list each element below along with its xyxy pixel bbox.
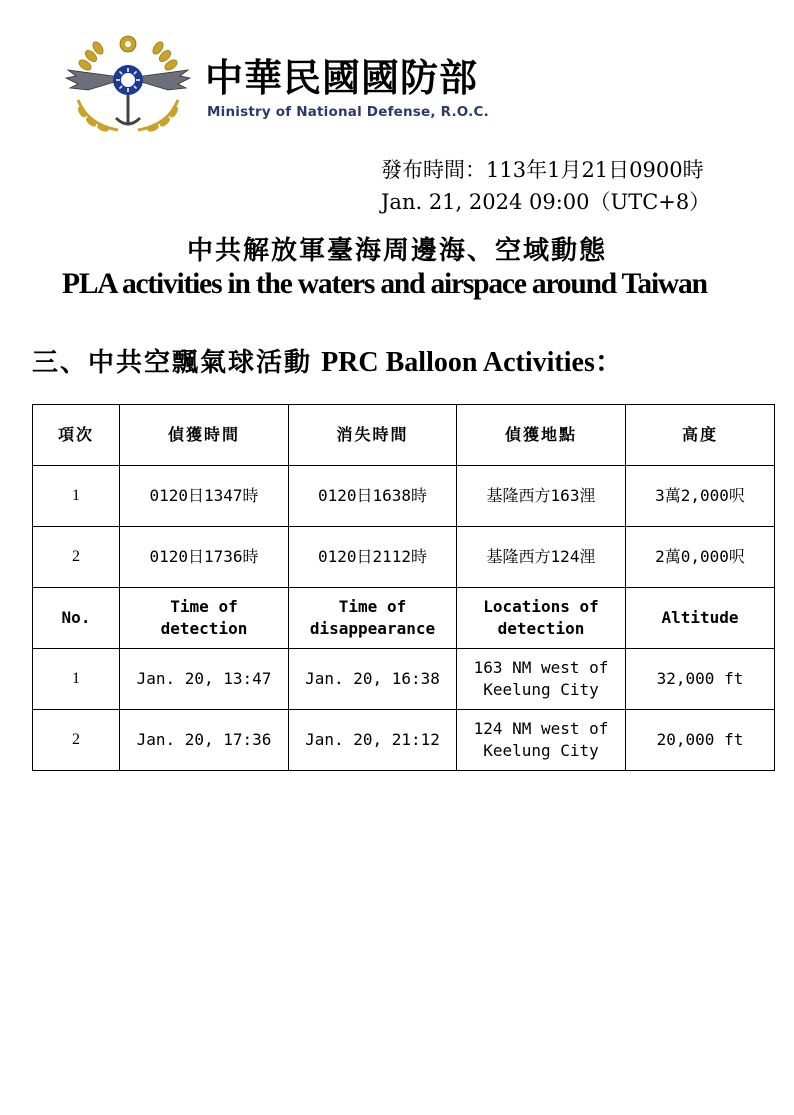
table-cell: 20,000 ft <box>626 710 775 771</box>
table-row <box>33 649 775 710</box>
section-heading-cn: 三、中共空飄氣球活動 <box>32 348 313 378</box>
header-cell: Time of disappearance <box>289 588 457 649</box>
header-cell: 高度 <box>626 405 775 466</box>
organization-name-en: Ministry of National Defense, R.O.C. <box>207 104 489 120</box>
table-cell: 0120日2112時 <box>289 527 457 588</box>
header-cell: No. <box>33 588 120 649</box>
ministry-emblem-icon <box>58 30 198 140</box>
release-time-en: Jan. 21, 2024 09:00（UTC+8） <box>381 190 711 214</box>
header-cell: Altitude <box>626 588 775 649</box>
header-cell: 偵獲時間 <box>120 405 289 466</box>
section-heading-en: PRC Balloon Activities： <box>321 347 623 378</box>
table-cell: 1 <box>33 649 120 710</box>
table-cell: 0120日1347時 <box>120 466 289 527</box>
section-heading <box>32 340 623 380</box>
table-header-row-cn <box>33 405 775 466</box>
table-cell: 基隆西方163浬 <box>457 466 626 527</box>
table-cell: 124 NM west of Keelung City <box>457 710 626 771</box>
table-cell: 0120日1736時 <box>120 527 289 588</box>
table-row <box>33 527 775 588</box>
table-header-row-en <box>33 588 775 649</box>
table-cell: Jan. 20, 21:12 <box>289 710 457 771</box>
table-cell: Jan. 20, 16:38 <box>289 649 457 710</box>
table-cell: 2萬0,000呎 <box>626 527 775 588</box>
table-cell: 1 <box>33 466 120 527</box>
balloon-activity-table <box>32 404 775 771</box>
release-time-cn: 發布時間：113年1月21日0900時 <box>381 158 704 182</box>
table-cell: 2 <box>33 710 120 771</box>
table-row <box>33 466 775 527</box>
document-title-en: PLA activities in the waters and airspace around Taiwan <box>62 268 707 300</box>
header-cell: Time of detection <box>120 588 289 649</box>
table-row <box>33 710 775 771</box>
table-cell: 基隆西方124浬 <box>457 527 626 588</box>
header-cell: 偵獲地點 <box>457 405 626 466</box>
header-cell: Locations of detection <box>457 588 626 649</box>
table-cell: 2 <box>33 527 120 588</box>
table-cell: 3萬2,000呎 <box>626 466 775 527</box>
header-cell: 消失時間 <box>289 405 457 466</box>
table-cell: 0120日1638時 <box>289 466 457 527</box>
organization-name-cn: 中華民國國防部 <box>205 56 479 100</box>
document-title-cn: 中共解放軍臺海周邊海、空域動態 <box>186 236 607 266</box>
table-cell: Jan. 20, 13:47 <box>120 649 289 710</box>
table-cell: Jan. 20, 17:36 <box>120 710 289 771</box>
table-cell: 32,000 ft <box>626 649 775 710</box>
table-cell: 163 NM west of Keelung City <box>457 649 626 710</box>
header-cell: 項次 <box>33 405 120 466</box>
release-time <box>381 154 710 218</box>
